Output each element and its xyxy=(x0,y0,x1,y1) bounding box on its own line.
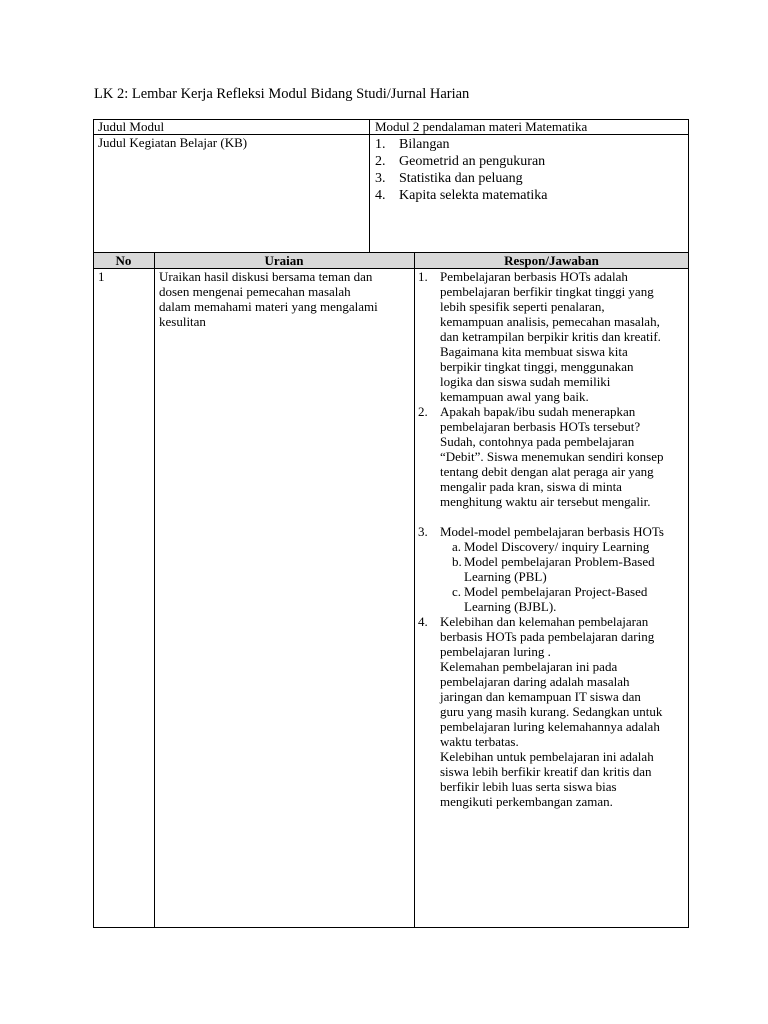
response-line: berpikir tingkat tinggi, menggunakan xyxy=(440,359,634,374)
response-subitem: a. Model Discovery/ inquiry Learning xyxy=(440,539,690,554)
response-line: Learning (PBL) xyxy=(464,569,547,584)
kb-item: 1. Bilangan xyxy=(375,137,450,152)
response-line: Kelebihan dan kelemahan pembelajaran xyxy=(440,614,649,629)
response-line: pembelajaran daring adalah masalah xyxy=(440,674,630,689)
response-line: mengikuti perkembangan zaman. xyxy=(440,794,613,809)
info-table-divider xyxy=(369,119,370,253)
response-line: mengalir pada kran, siswa di minta xyxy=(440,479,622,494)
response-line: waktu terbatas. xyxy=(440,734,519,749)
kb-list xyxy=(375,136,548,204)
response-line: Model Discovery/ inquiry Learning xyxy=(464,539,650,554)
response-line: dan ketrampilan berpikir kritis dan kreatif. xyxy=(440,329,661,344)
response-line: berbasis HOTs pada pembelajaran daring xyxy=(440,629,655,644)
document-title: LK 2: Lembar Kerja Refleksi Modul Bidang Studi/Jurnal Harian xyxy=(94,86,470,102)
judul-kb-label: Judul Kegiatan Belajar (KB) xyxy=(98,135,248,150)
response-line: pembelajaran luring kelemahannya adalah xyxy=(440,719,660,734)
response-line: “Debit”. Siswa menemukan sendiri konsep xyxy=(440,449,664,464)
uraian-line: Uraikan hasil diskusi bersama teman dan xyxy=(159,269,373,284)
response-line: pembelajaran berfikir tingkat tinggi yang xyxy=(440,284,654,299)
response-line: Kelemahan pembelajaran ini pada xyxy=(440,659,618,674)
response-line: menghitung waktu air tersebut mengalir. xyxy=(440,494,651,509)
uraian-line: kesulitan xyxy=(159,314,206,329)
response-cell xyxy=(418,269,690,809)
header-respon: Respon/Jawaban xyxy=(504,253,599,268)
header-uraian: Uraian xyxy=(264,253,304,268)
response-line: Pembelajaran berbasis HOTs adalah xyxy=(440,269,628,284)
response-item: 4. Kelebihan dan kelemahan pembelajaran berbasis HOTs pada pembelajaran daring pembelajaran luring . Kelemahan pembelajaran ini pada pembelajaran daring adalah masalah jaringan dan kemampuan IT siswa dan guru yang masih kurang. Sedangkan untuk pembelajaran luring kelemahannya adalah waktu terbatas. Kelebihan untuk pembelajaran ini adalah siswa lebih berfikir kreatif dan kritis dan berfikir lebih luas serta siswa bias mengikuti perkembangan zaman. xyxy=(418,614,690,809)
response-item: 3. Model-model pembelajaran berbasis HOTs a. Model Discovery/ inquiry Learning b. Model pembelajaran Problem-Based Learning (PBL) c. Model pembelajaran Project-Based Learning (BJBL). xyxy=(418,524,690,614)
header-no: No xyxy=(115,253,132,268)
response-subitem: c. Model pembelajaran Project-Based Learning (BJBL). xyxy=(440,584,690,614)
response-line: Kelebihan untuk pembelajaran ini adalah xyxy=(440,749,654,764)
main-table-col-divider-1 xyxy=(154,252,155,928)
response-line: Learning (BJBL). xyxy=(464,599,557,614)
response-line: berfikir lebih luas serta siswa bias xyxy=(440,779,617,794)
response-line: Model pembelajaran Problem-Based xyxy=(464,554,655,569)
response-line: pembelajaran luring . xyxy=(440,644,551,659)
response-line: kemampuan awal yang baik. xyxy=(440,389,589,404)
response-subitem: b. Model pembelajaran Problem-Based Learning (PBL) xyxy=(440,554,690,584)
response-line: Sudah, contohnya pada pembelajaran xyxy=(440,434,635,449)
response-item: 1. Pembelajaran berbasis HOTs adalah pembelajaran berfikir tingkat tinggi yang lebih spesifik seperti penalaran, kemampuan analisis, pemecahan masalah, dan ketrampilan berpikir kritis dan kreatif. Bagaimana kita membuat siswa kita berpikir tingkat tinggi, menggunakan logika dan siswa sudah memiliki kemampuan awal yang baik. xyxy=(418,269,690,404)
judul-modul-label: Judul Modul xyxy=(98,119,165,134)
judul-modul-value: Modul 2 pendalaman materi Matematika xyxy=(375,119,588,134)
response-line: logika dan siswa sudah memiliki xyxy=(440,374,611,389)
kb-item: 3. Statistika dan peluang xyxy=(375,171,523,186)
response-line: Model-model pembelajaran berbasis HOTs xyxy=(440,524,664,539)
uraian-line: dalam memahami materi yang mengalami xyxy=(159,299,378,314)
main-table-col-divider-2 xyxy=(414,252,415,928)
response-line: Apakah bapak/ibu sudah menerapkan xyxy=(440,404,636,419)
kb-item: 4. Kapita selekta matematika xyxy=(375,188,548,203)
response-line: pembelajaran berbasis HOTs tersebut? xyxy=(440,419,641,434)
response-line: Bagaimana kita membuat siswa kita xyxy=(440,344,628,359)
response-line: tentang debit dengan alat peraga air yang xyxy=(440,464,654,479)
response-line: guru yang masih kurang. Sedangkan untuk xyxy=(440,704,663,719)
response-line: Model pembelajaran Project-Based xyxy=(464,584,648,599)
response-line: lebih spesifik seperti penalaran, xyxy=(440,299,605,314)
response-line: jaringan dan kemampuan IT siswa dan xyxy=(440,689,641,704)
response-line: siswa lebih berfikir kreatif dan kritis dan xyxy=(440,764,652,779)
response-item: 2. Apakah bapak/ibu sudah menerapkan pembelajaran berbasis HOTs tersebut? Sudah, contohnya pada pembelajaran “Debit”. Siswa menemukan sendiri konsep tentang debit dengan alat peraga air yang mengalir pada kran, siswa di minta menghitung waktu air tersebut mengalir. xyxy=(418,404,690,509)
response-line: kemampuan analisis, pemecahan masalah, xyxy=(440,314,660,329)
row-number: 1 xyxy=(98,269,105,284)
kb-item: 2. Geometrid an pengukuran xyxy=(375,154,546,169)
uraian-line: dosen mengenai pemecahan masalah xyxy=(159,284,351,299)
